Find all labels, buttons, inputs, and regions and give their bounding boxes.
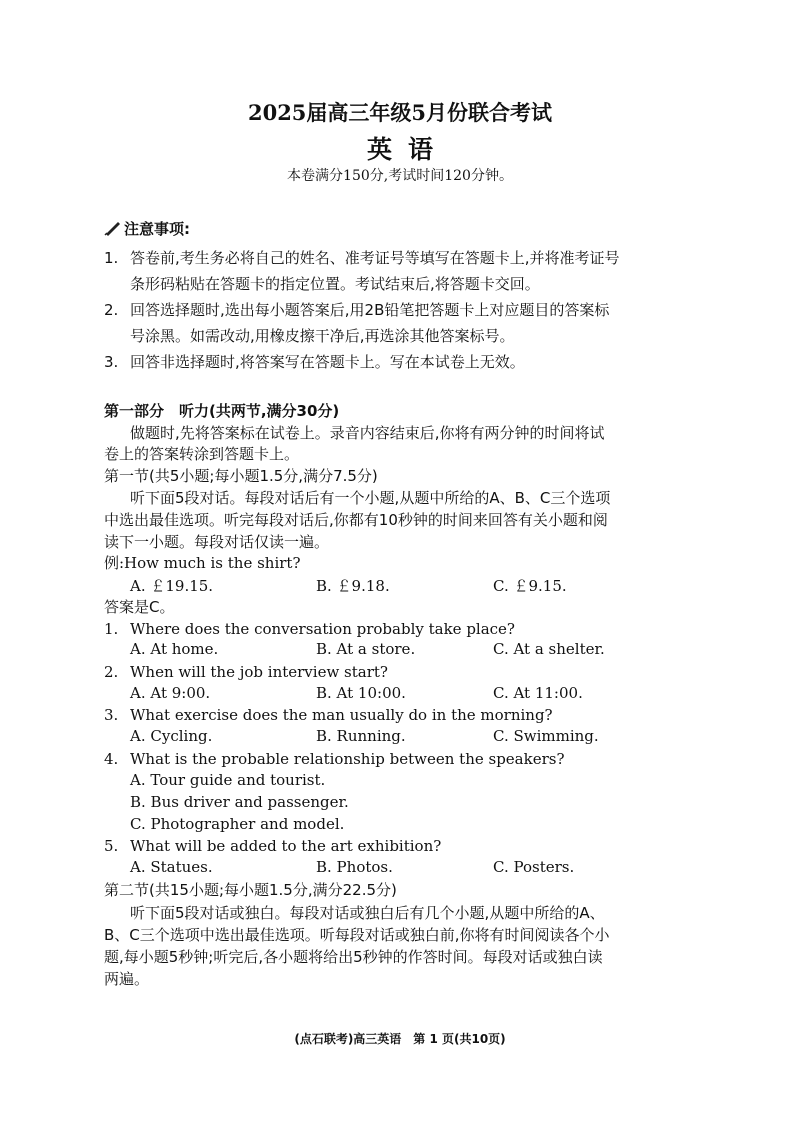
notice-item-text: 回答非选择题时,将答案写在答题卡上。写在本试卷上无效。 [130, 353, 525, 371]
question-number: 4. [104, 750, 119, 768]
section2-intro-line4: 两遍。 [104, 970, 150, 988]
q3-option-c: C. Swimming. [493, 727, 599, 745]
q4-option-c: C. Photographer and model. [130, 815, 345, 833]
q2-option-a: A. At 9:00. [130, 684, 211, 702]
question-4 [104, 749, 565, 769]
section2-intro-line2: B、C三个选项中选出最佳选项。听每段对话或独白前,你将有时间阅读各个小 [104, 926, 610, 944]
example-answer: 答案是C。 [104, 598, 175, 616]
notice-item-num: 3. [104, 353, 119, 371]
q1-option-c: C. At a shelter. [493, 640, 605, 658]
example-option-b: B. ￡9.18. [316, 577, 390, 595]
notice-item-2-line2: 号涂黑。如需改动,用橡皮擦干净后,再选涂其他答案标号。 [130, 327, 515, 345]
notice-heading-text: 注意事项: [124, 220, 190, 238]
notice-item-1-line1 [104, 248, 620, 268]
q4-option-a: A. Tour guide and tourist. [130, 771, 326, 789]
q5-option-a: A. Statues. [130, 858, 213, 876]
q3-option-a: A. Cycling. [130, 727, 213, 745]
subject-title: 英语 [366, 135, 449, 164]
notice-item-text: 回答选择题时,选出每小题答案后,用2B铅笔把答题卡上对应题目的答案标 [130, 301, 610, 319]
notice-item-num: 2. [104, 301, 119, 319]
notice-heading [104, 218, 190, 239]
question-number: 1. [104, 620, 119, 638]
question-text: Where does the conversation probably take place? [130, 620, 515, 638]
notice-item-2-line1 [104, 300, 609, 320]
section2-intro-line3: 题,每小题5秒钟;听完后,各小题将给出5秒钟的作答时间。每段对话或独白读 [104, 948, 603, 966]
section1-intro-line3: 读下一小题。每段对话仅读一遍。 [104, 533, 330, 551]
page-footer: (点石联考)高三英语 第 1 页(共10页) [294, 1032, 506, 1046]
question-text: What will be added to the art exhibition? [130, 837, 442, 855]
q2-option-c: C. At 11:00. [493, 684, 583, 702]
q1-option-b: B. At a store. [316, 640, 416, 658]
question-1 [104, 619, 515, 639]
question-number: 2. [104, 663, 119, 681]
notice-item-num: 1. [104, 249, 119, 267]
section1-intro-line1: 听下面5段对话。每段对话后有一个小题,从题中所给的A、B、C三个选项 [130, 489, 611, 507]
question-number: 3. [104, 706, 119, 724]
example-option-c: C. ￡9.15. [493, 577, 567, 595]
exam-title: 2025届高三年级5月份联合考试 [247, 100, 553, 125]
section1-heading: 第一节(共5小题;每小题1.5分,满分7.5分) [104, 467, 378, 485]
q3-option-b: B. Running. [316, 727, 406, 745]
notice-item-3-line1 [104, 352, 525, 372]
q5-option-c: C. Posters. [493, 858, 575, 876]
part1-intro-line2: 卷上的答案转涂到答题卡上。 [104, 445, 300, 463]
section2-intro-line1: 听下面5段对话或独白。每段对话或独白后有几个小题,从题中所给的A、 [130, 904, 605, 922]
question-text: What exercise does the man usually do in the morning? [130, 706, 553, 724]
q5-option-b: B. Photos. [316, 858, 393, 876]
question-text: What is the probable relationship between the speakers? [130, 750, 565, 768]
q4-option-b: B. Bus driver and passenger. [130, 793, 349, 811]
question-5 [104, 836, 441, 856]
question-text: When will the job interview start? [130, 663, 388, 681]
example-question: 例:How much is the shirt? [104, 554, 301, 572]
question-3 [104, 705, 553, 725]
pen-icon [104, 220, 122, 236]
part1-intro-line1: 做题时,先将答案标在试卷上。录音内容结束后,你将有两分钟的时间将试 [130, 424, 605, 442]
score-time-note: 本卷满分150分,考试时间120分钟。 [287, 168, 513, 184]
notice-item-1-line2: 条形码粘贴在答题卡的指定位置。考试结束后,将答题卡交回。 [130, 275, 540, 293]
notice-item-text: 答卷前,考生务必将自己的姓名、准考证号等填写在答题卡上,并将准考证号 [130, 249, 620, 267]
section1-intro-line2: 中选出最佳选项。听完每段对话后,你都有10秒钟的时间来回答有关小题和阅 [104, 511, 608, 529]
section2-heading: 第二节(共15小题;每小题1.5分,满分22.5分) [104, 881, 397, 899]
question-number: 5. [104, 837, 119, 855]
question-2 [104, 662, 388, 682]
part1-heading: 第一部分 听力(共两节,满分30分) [104, 402, 340, 420]
q2-option-b: B. At 10:00. [316, 684, 406, 702]
example-option-a: A. ￡19.15. [130, 577, 214, 595]
q1-option-a: A. At home. [130, 640, 219, 658]
